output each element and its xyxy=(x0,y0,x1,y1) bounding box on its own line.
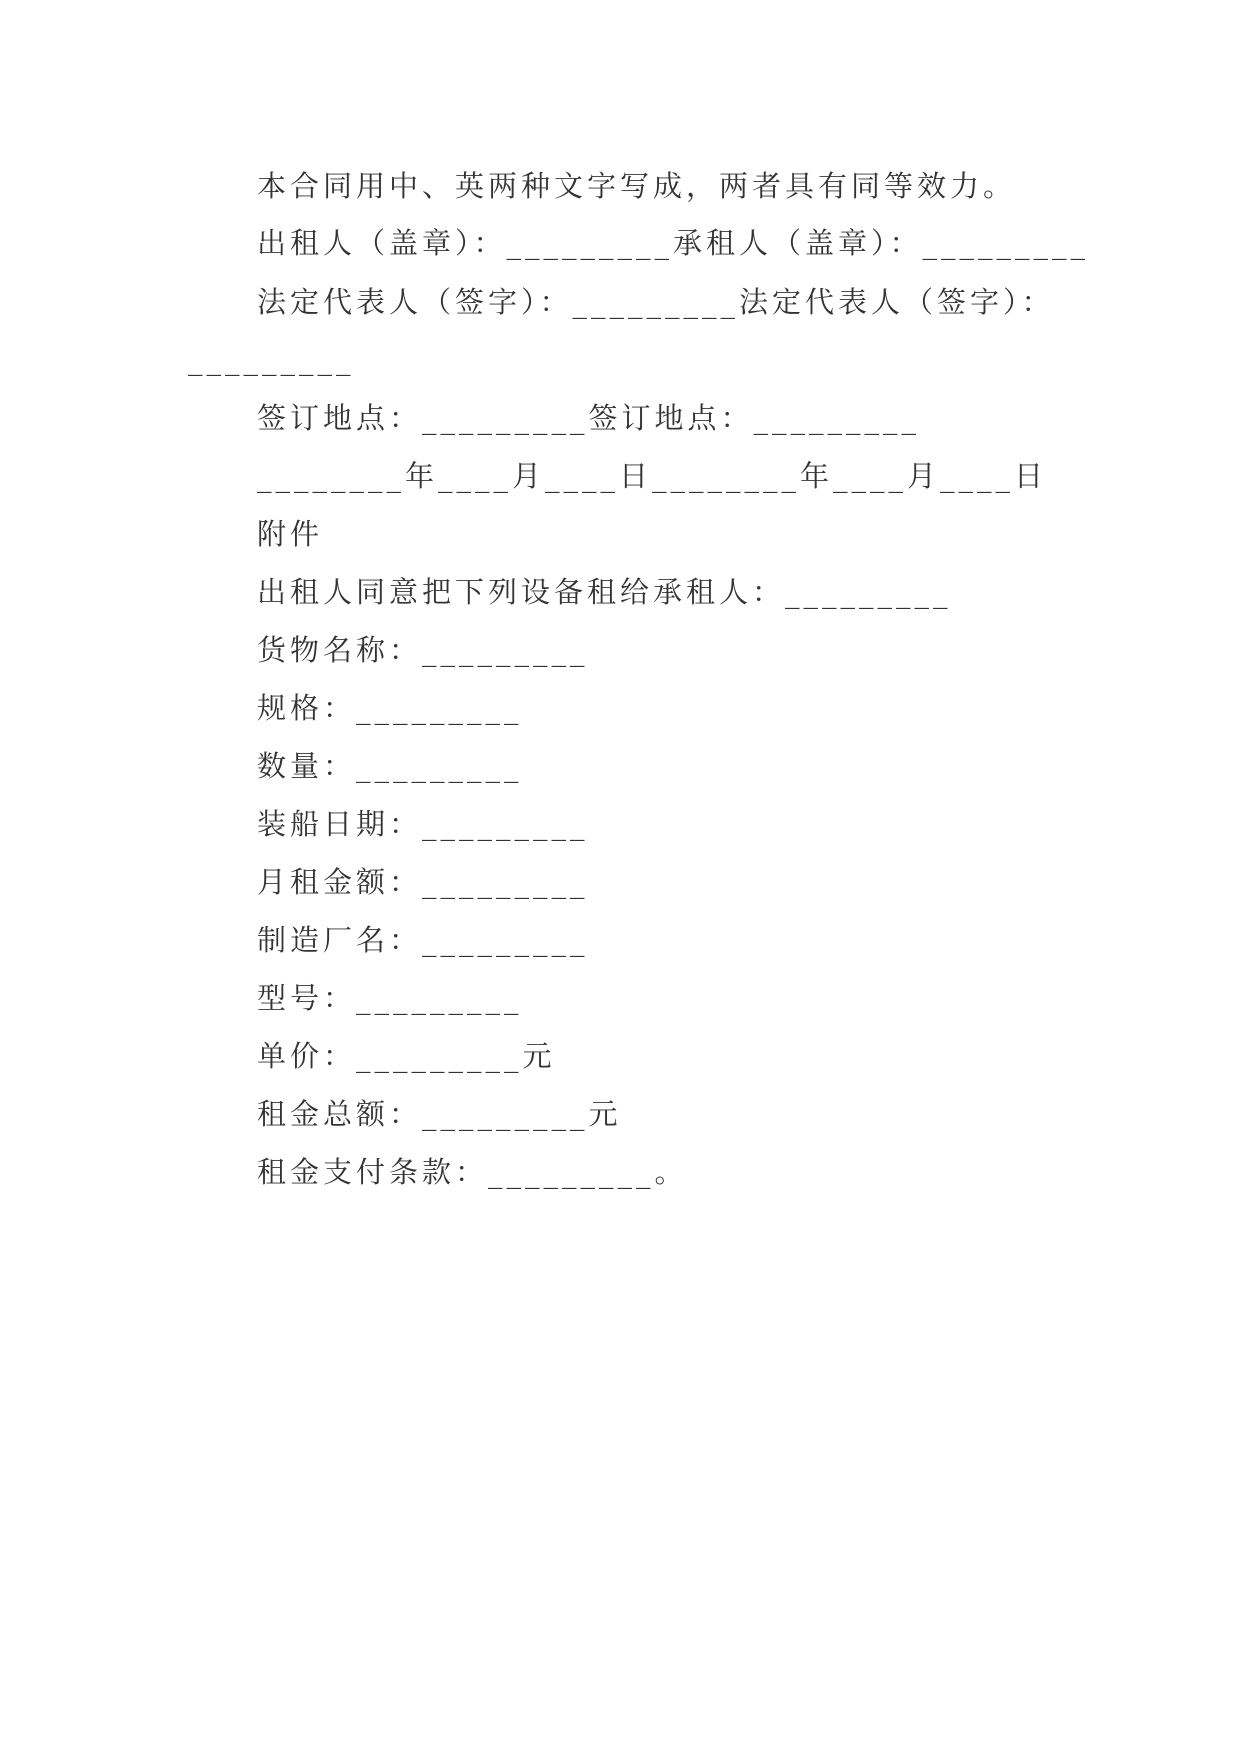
rent-payment-terms-field: 租金支付条款：_________。 xyxy=(257,1155,688,1189)
lessor-lessee-seal-line: 出租人（盖章）：_________承租人（盖章）：_________ xyxy=(257,226,1090,260)
equal-validity-clause: 本合同用中、英两种文字写成，两者具有同等效力。 xyxy=(257,169,1017,203)
signing-place-line: 签订地点：_________签订地点：_________ xyxy=(257,401,921,435)
signing-date-line: ________年____月____日________年____月____日 xyxy=(257,459,1048,493)
unit-price-field: 单价：_________元 xyxy=(257,1039,556,1073)
attachment-heading: 附件 xyxy=(257,517,324,551)
legal-representative-signature-line: 法定代表人（签字）：_________法定代表人（签字）： xyxy=(257,285,1055,319)
quantity-field: 数量：_________ xyxy=(257,749,523,783)
total-rent-field: 租金总额：_________元 xyxy=(257,1097,622,1131)
equipment-lease-statement: 出租人同意把下列设备租给承租人：_________ xyxy=(257,575,952,609)
manufacturer-field: 制造厂名：_________ xyxy=(257,923,589,957)
monthly-rent-field: 月租金额：_________ xyxy=(257,865,589,899)
shipment-date-field: 装船日期：_________ xyxy=(257,807,589,841)
model-field: 型号：_________ xyxy=(257,981,523,1015)
legal-representative-signature-blank: _________ xyxy=(188,342,355,376)
goods-name-field: 货物名称：_________ xyxy=(257,633,589,667)
specification-field: 规格：_________ xyxy=(257,691,523,725)
